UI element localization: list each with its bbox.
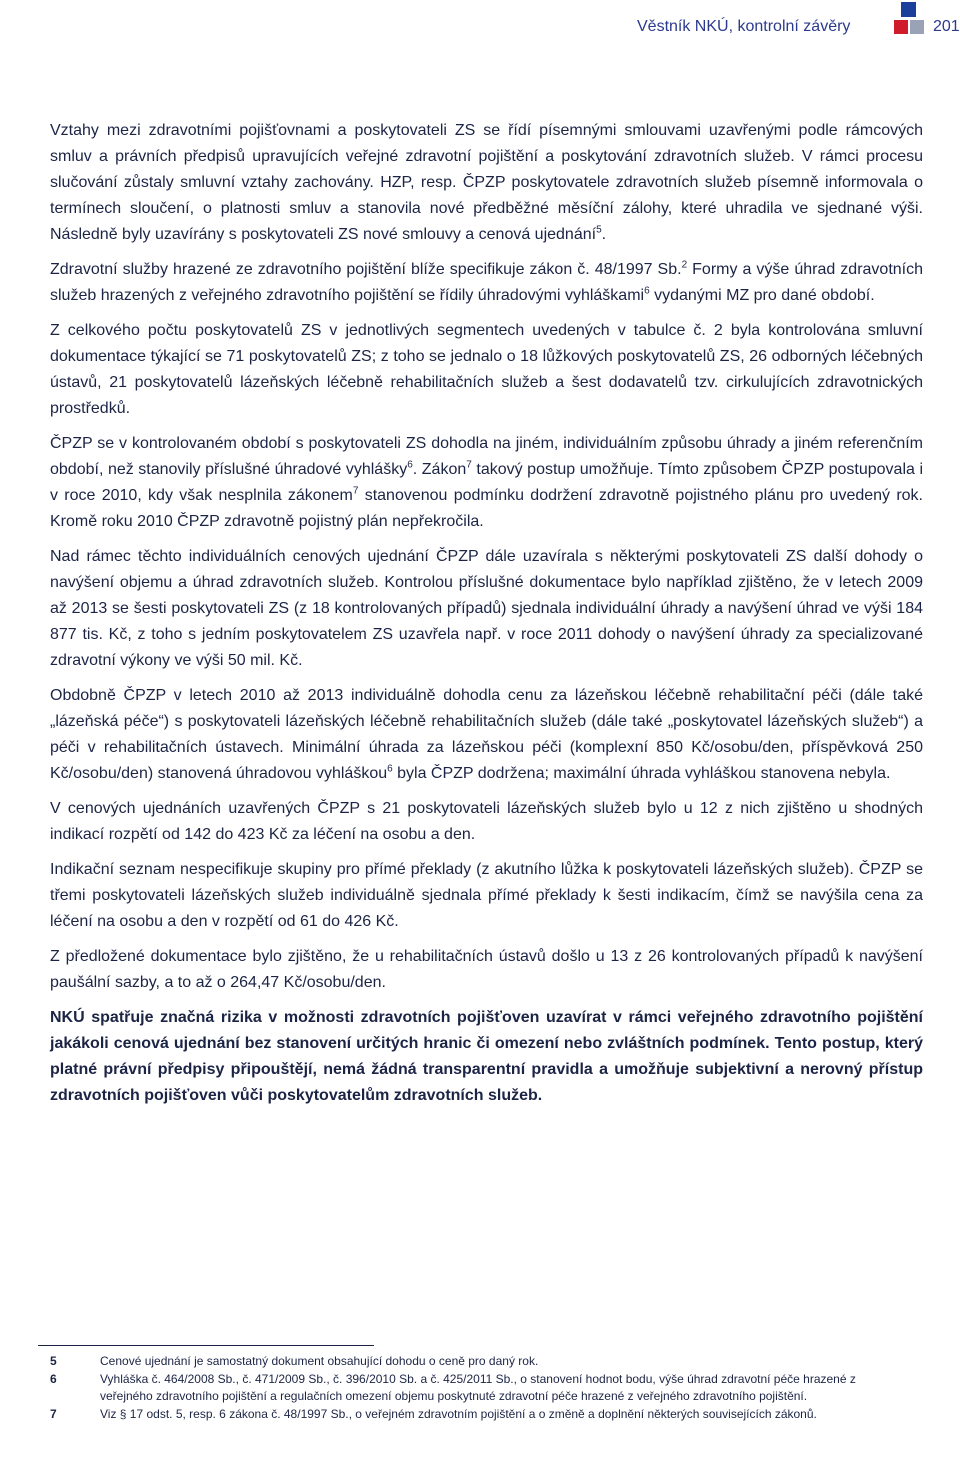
- footnote-number: 5: [50, 1354, 57, 1368]
- conclusion-paragraph: NKÚ spatřuje značná rizika v možnosti zdravotních pojišťoven uzavírat v rámci veřejného zdravotního pojištění jakákoli cenová ujednání bez stanovení určitých hranic či omezení nebo zvláštních podmínek. Tento postup, který platné právní předpisy připouštějí, nemá žádná transparentní pravidla a umožňuje subjektivní a nerovný přístup zdravotních pojišťoven vůči poskytovatelům zdravotních služeb.: [50, 1009, 923, 1104]
- footnote-ref[interactable]: 2: [681, 259, 688, 271]
- footnote-ref[interactable]: 6: [407, 459, 413, 471]
- footnote-ref[interactable]: 7: [352, 485, 359, 497]
- nku-logo-icon: [894, 2, 924, 38]
- footnote-divider: [38, 1345, 374, 1346]
- paragraph: Obdobně ČPZP v letech 2010 až 2013 individuálně dohodla cenu za lázeňskou léčebně rehabilitační péči (dále také „lázeňská péče“) s poskytovateli lázeňských léčebně rehabilitačních služeb (dále také „poskytovatel lázeňských služeb“) a péči v rehabilitačních ústavech. Minimální úhrada za lázeňskou péči (komplexní 850 Kč/osobu/den, příspěvková 250 Kč/osobu/den) stanovená úhradovou vyhláškou$^6$ byla ČPZP dodržena; maximální úhrada vyhláškou stanovena nebyla.: [50, 687, 923, 782]
- paragraph: Z celkového počtu poskytovatelů ZS v jednotlivých segmentech uvedených v tabulce č. 2 byla kontrolována smluvní dokumentace týkající se 71 poskytovatelů ZS; z toho se jednalo o 18 lůžkových poskytovatelů ZS, 26 odborných léčebných ústavů, 21 poskytovatelů lázeňských léčebně rehabilitačních služeb a šest dodavatelů tzv. cirkulujících zdravotnických prostředků.: [50, 322, 923, 417]
- footnote-number: 7: [50, 1407, 57, 1421]
- footnote-ref[interactable]: 5: [596, 224, 602, 236]
- page-number: 201: [933, 18, 960, 35]
- paragraph: Zdravotní služby hrazené ze zdravotního pojištění blíže specifikuje zákon č. 48/1997 Sb.$^2$ Formy a výše úhrad zdravotních služeb hrazených z veřejného zdravotního pojištění se řídily úhradovými vyhláškami$^6$ vydanými MZ pro dané období.: [50, 259, 924, 304]
- paragraph: Z předložené dokumentace bylo zjištěno, že u rehabilitačních ústavů došlo u 13 z 26 kontrolovaných případů k navýšení paušální sazby, a to až o 264,47 Kč/osobu/den.: [50, 948, 923, 991]
- paragraph: Nad rámec těchto individuálních cenových ujednání ČPZP dále uzavírala s některými poskytovateli ZS další dohody o navýšení objemu a úhrad zdravotních služeb. Kontrolou příslušné dokumentace bylo například zjištěno, že v letech 2009 až 2013 se šesti poskytovateli ZS (z 18 kontrolovaných případů) sjednala individuální úhrady a navýšení úhrad ve výši 184 877 tis. Kč, z toho s jedním poskytovatelem ZS uzavřela např. v roce 2011 dohody o navýšení úhrady za specializované zdravotní výkony ve výši 50 mil. Kč.: [50, 548, 923, 669]
- footnote-item: [50, 1353, 900, 1370]
- footnote-item: [50, 1406, 900, 1423]
- paragraph: V cenových ujednáních uzavřených ČPZP s 21 poskytovateli lázeňských služeb bylo u 12 z nich zjištěno u shodných indikací rozpětí od 142 do 423 Kč za léčení na osobu a den.: [50, 800, 923, 843]
- page-header: [0, 0, 960, 60]
- footnote-text: Cenové ujednání je samostatný dokument obsahující dohodu o ceně pro daný rok.: [100, 1354, 539, 1368]
- footnote-item: [50, 1371, 900, 1405]
- footnote-ref[interactable]: 6: [644, 285, 650, 297]
- footnote-ref[interactable]: 7: [466, 459, 472, 471]
- body-text: [50, 118, 923, 1118]
- footnote-text: Viz § 17 odst. 5, resp. 6 zákona č. 48/1997 Sb., o veřejném zdravotním pojištění a o změně a doplnění některých souvisejících zákonů.: [100, 1407, 817, 1421]
- paragraph: ČPZP se v kontrolovaném období s poskytovateli ZS dohodla na jiném, individuálním způsobu úhrady a jiném referenčním období, než stanovily příslušné úhradové vyhlášky$^6$. Zákon$^7$ takový postup umožňuje. Tímto způsobem ČPZP postupovala i v roce 2010, kdy však nesplnila zákonem$^7$ stanovenou podmínku dodržení zdravotně pojistného plánu pro uvedený rok. Kromě roku 2010 ČPZP zdravotně pojistný plán nepřekročila.: [50, 435, 924, 530]
- footnote-number: 6: [50, 1372, 57, 1386]
- footnote-text: Vyhláška č. 464/2008 Sb., č. 471/2009 Sb., č. 396/2010 Sb. a č. 425/2011 Sb., o stanovení hodnot bodu, výše úhrad zdravotní péče hrazené z veřejného zdravotního pojištění a regulačních omezení objemu poskytnuté zdravotní péče hrazené z veřejného zdravotního pojištění.: [100, 1372, 856, 1403]
- footnotes: [50, 1353, 900, 1424]
- publication-title: Věstník NKÚ, kontrolní závěry: [637, 18, 851, 35]
- paragraph: Indikační seznam nespecifikuje skupiny pro přímé překlady (z akutního lůžka k poskytovateli lázeňských služeb). ČPZP se třemi poskytovateli lázeňských služeb individuálně sjednala přímé překlady k šesti indikacím, čímž se navýšila cena za léčení na osobu a den v rozpětí od 61 do 426 Kč.: [50, 861, 923, 930]
- footnote-ref[interactable]: 6: [387, 763, 393, 775]
- paragraph: Vztahy mezi zdravotními pojišťovnami a poskytovateli ZS se řídí písemnými smlouvami uzavřenými podle rámcových smluv a právních předpisů upravujících veřejné zdravotní pojištění a poskytování zdravotních služeb. V rámci procesu slučování zůstaly smluvní vztahy zachovány. HZP, resp. ČPZP poskytovatele zdravotních služeb písemně informovala o termínech sloučení, o platnosti smluv a stanovila nové předběžné měsíční zálohy, které uhradila ve sjednané výši. Následně byly uzavírány s poskytovateli ZS nové smlouvy a cenová ujednání$^5$.: [50, 122, 923, 243]
